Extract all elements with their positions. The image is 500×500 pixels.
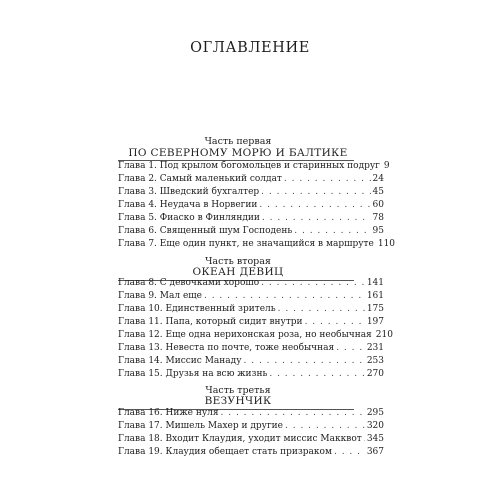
- chapter-title: Глава 16. Ниже нуля: [118, 408, 219, 418]
- chapter-title: Глава 7. Еще один пункт, не значащийся в маршруте: [118, 239, 374, 249]
- page-number: 95: [372, 226, 384, 236]
- leader-dots: [334, 446, 365, 459]
- leader-dots: [278, 303, 365, 316]
- toc-entry[interactable]: [118, 290, 384, 303]
- chapter-title: Глава 13. Невеста по почте, тоже необычная: [118, 343, 335, 353]
- leader-dots: [269, 368, 364, 381]
- page-number: 9: [383, 161, 390, 171]
- page-number: 175: [366, 304, 384, 314]
- page-number: 270: [366, 369, 384, 379]
- leader-dots: [364, 433, 365, 446]
- toc-entry[interactable]: [118, 446, 384, 459]
- page-number: 60: [372, 200, 384, 210]
- leader-dots: [261, 277, 365, 290]
- page-number: 253: [366, 356, 384, 366]
- chapter-title: Глава 1. Под крылом богомольцев и старинных подруг: [118, 161, 380, 171]
- chapter-title: Глава 9. Мал еще: [118, 291, 202, 301]
- part-1-label: Часть первая: [204, 136, 272, 147]
- page-number: 210: [375, 330, 393, 340]
- toc-entry[interactable]: [118, 160, 390, 173]
- page-number: 320: [366, 421, 384, 431]
- part-1-title: ПО СЕВЕРНОМУ МОРЮ И БАЛТИКЕ: [128, 147, 348, 159]
- page-number: 24: [372, 174, 384, 184]
- chapter-title: Глава 12. Еще одна нерихонская роза, но необычная: [118, 330, 372, 340]
- part-2-title: ОКЕАН ДЕВИЦ: [192, 266, 284, 278]
- toc-entry[interactable]: [118, 303, 384, 316]
- toc-entry[interactable]: [118, 368, 384, 381]
- toc-entry[interactable]: [118, 342, 384, 355]
- toc-entry[interactable]: [118, 355, 384, 368]
- chapter-title: Глава 17. Мишель Махер и другие: [118, 421, 283, 431]
- toc-entry[interactable]: [118, 238, 396, 251]
- toc-entry[interactable]: [118, 173, 384, 186]
- page-number: 78: [372, 213, 384, 223]
- toc-entry[interactable]: [118, 407, 384, 420]
- page-number: 367: [366, 447, 384, 457]
- toc-entry[interactable]: [118, 316, 384, 329]
- part-3-label: Часть третья: [205, 385, 271, 396]
- chapter-title: Глава 5. Фиаско в Финляндии: [118, 213, 260, 223]
- toc-entry[interactable]: [118, 329, 393, 342]
- leader-dots: [336, 342, 365, 355]
- part-3-title: ВЕЗУНЧИК: [204, 395, 272, 407]
- leader-dots: [284, 173, 371, 186]
- part-2-label: Часть вторая: [205, 256, 271, 267]
- leader-dots: [221, 407, 365, 420]
- page-number: 110: [377, 239, 396, 249]
- chapter-title: Глава 2. Самый маленький солдат: [118, 174, 282, 184]
- toc-entry[interactable]: [118, 199, 384, 212]
- leader-dots: [259, 199, 370, 212]
- leader-dots: [204, 290, 365, 303]
- leader-dots: [294, 225, 370, 238]
- leader-dots: [244, 355, 365, 368]
- page-number: 161: [366, 291, 384, 301]
- leader-dots: [285, 420, 365, 433]
- chapter-title: Глава 6. Священный шум Господень: [118, 226, 293, 236]
- toc-entry[interactable]: [118, 225, 384, 238]
- chapter-title: Глава 14. Миссис Манаду: [118, 356, 242, 366]
- page-number: 345: [366, 434, 384, 444]
- toc-entry[interactable]: [118, 212, 384, 225]
- chapter-title: Глава 15. Друзья на всю жизнь: [118, 369, 268, 379]
- leader-dots: [305, 316, 365, 329]
- chapter-title: Глава 4. Неудача в Норвегии: [118, 200, 258, 210]
- toc-entry[interactable]: [118, 277, 384, 290]
- leader-dots: [261, 186, 370, 199]
- page-number: 197: [366, 317, 384, 327]
- chapter-title: Глава 19. Клаудия обещает стать призраком: [118, 447, 332, 457]
- page-title: ОГЛАВЛЕНИЕ: [190, 40, 310, 56]
- page-number: 141: [366, 278, 384, 288]
- chapter-title: Глава 10. Единственный зритель: [118, 304, 276, 314]
- chapter-title: Глава 8. С девочками хорошо: [118, 278, 260, 288]
- toc-entry[interactable]: [118, 186, 384, 199]
- chapter-title: Глава 11. Папа, который сидит внутри: [118, 317, 303, 327]
- chapter-title: Глава 18. Входит Клаудия, уходит миссис Макквот: [118, 434, 362, 444]
- page-number: 45: [372, 187, 384, 197]
- toc-entry[interactable]: [118, 420, 384, 433]
- page-number: 295: [366, 408, 384, 418]
- leader-dots: [262, 212, 371, 225]
- chapter-title: Глава 3. Шведский бухгалтер: [118, 187, 260, 197]
- page-number: 231: [366, 343, 384, 353]
- toc-entry[interactable]: [118, 433, 384, 446]
